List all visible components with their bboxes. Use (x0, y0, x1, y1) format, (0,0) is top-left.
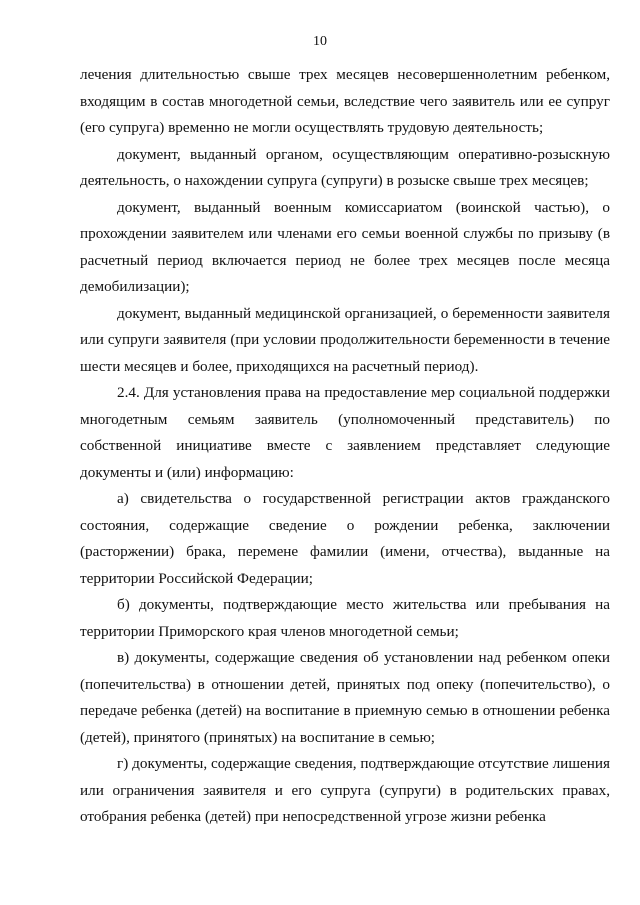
paragraph-item-b: б) документы, подтверждающие место жительства или пребывания на территории Приморского края членов многодетной семьи; (80, 596, 610, 640)
paragraph-continuation: лечения длительностью свыше трех месяцев несовершеннолетним ребенком, входящим в состав многодетной семьи, вследствие чего заявитель или ее супруг (его супруга) временно не могли осуществлять трудовую деятельность; (80, 66, 610, 136)
document-body (80, 62, 610, 831)
paragraph-osr-document: документ, выданный органом, осуществляющим оперативно-розыскную деятельность, о нахождении супруга (супруги) в розыске свыше трех месяцев; (80, 145, 610, 189)
paragraph-military-document: документ, выданный военным комиссариатом (воинской частью), о прохождении заявителем или членами его семьи военной службы по призыву (в расчетный период включается период не более трех месяцев после месяца демобилизации); (80, 198, 610, 295)
paragraph-medical-document: документ, выданный медицинской организацией, о беременности заявителя или супруги заявителя (при условии продолжительности беременности в течение шести месяцев и более, приходящихся на расчетный период). (80, 304, 610, 375)
paragraph-section-2-4: 2.4. Для установления права на предоставление мер социальной поддержки многодетным семьям заявитель (уполномоченный представитель) по собственной инициативе вместе с заявлением представляет следующие документы и (или) информацию: (80, 384, 610, 481)
paragraph-item-v: в) документы, содержащие сведения об установлении над ребенком опеки (попечительства) в отношении детей, принятых под опеку (попечительство), о передаче ребенка (детей) на воспитание в приемную семью в отношении ребенка (детей), принятого (принятых) на воспитание в семью; (80, 649, 610, 746)
paragraph-item-g: г) документы, содержащие сведения, подтверждающие отсутствие лишения или ограничения заявителя и его супруга (супруги) в родительских правах, отобрания ребенка (детей) при непосредственной угрозе жизни ребенка (80, 755, 610, 825)
paragraph-item-a: а) свидетельства о государственной регистрации актов гражданского состояния, содержащие сведение о рождении ребенка, заключении (расторжении) брака, перемене фамилии (имени, отчества), выданные на территории Российской Федерации; (80, 490, 610, 587)
page-number: 10 (313, 34, 327, 49)
